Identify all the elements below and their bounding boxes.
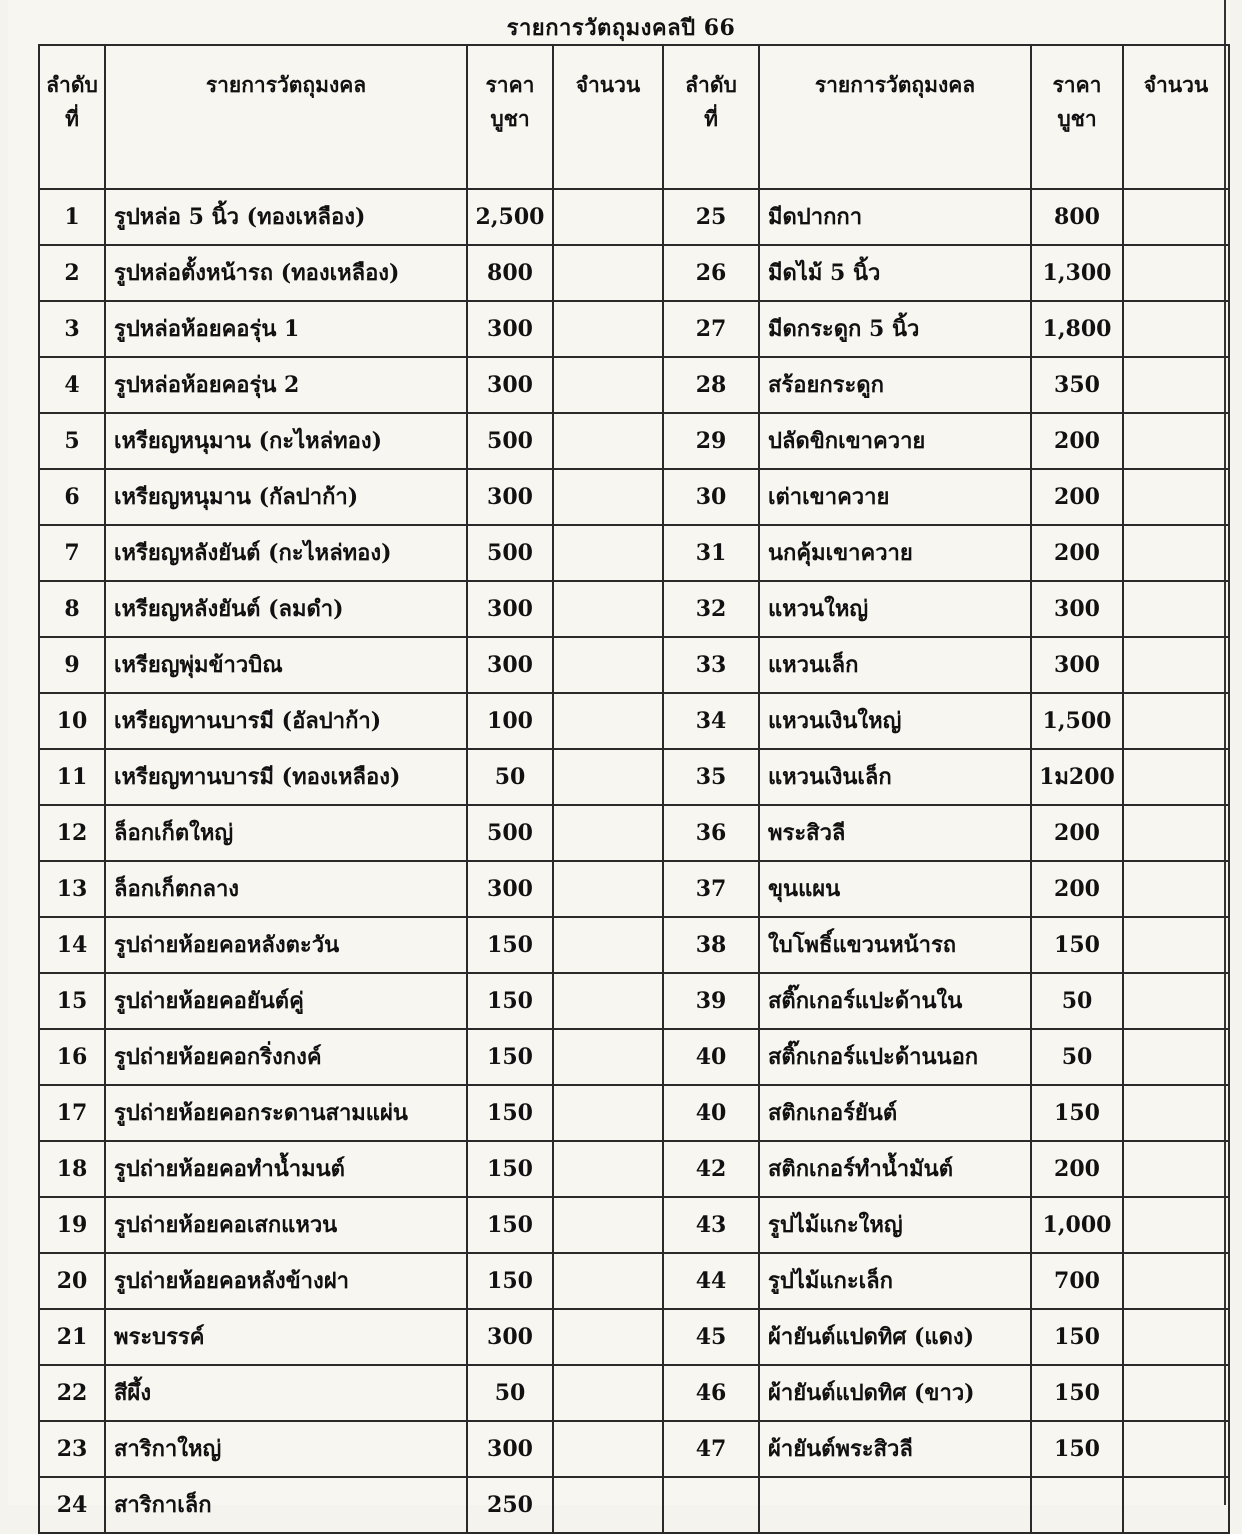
item-number: 16 — [39, 1029, 105, 1085]
item-price: 300 — [467, 301, 553, 357]
item-number: 46 — [663, 1365, 759, 1421]
item-price: 300 — [467, 637, 553, 693]
item-price: 150 — [467, 1029, 553, 1085]
table-row — [39, 1197, 1229, 1253]
item-name: ผ้ายันต์แปดทิศ (แดง) — [759, 1309, 1031, 1365]
item-price: 500 — [467, 413, 553, 469]
item-price: 500 — [467, 525, 553, 581]
item-price: 1,000 — [1031, 1197, 1123, 1253]
item-quantity — [1123, 1365, 1229, 1421]
item-quantity — [1123, 693, 1229, 749]
item-quantity — [553, 1253, 663, 1309]
item-number: 15 — [39, 973, 105, 1029]
item-number: 13 — [39, 861, 105, 917]
item-name: สติกเกอร์ทำน้ำมันต์ — [759, 1141, 1031, 1197]
item-name: เต่าเขาควาย — [759, 469, 1031, 525]
item-quantity — [553, 1029, 663, 1085]
item-price — [1031, 1477, 1123, 1533]
item-name: รูปถ่ายห้อยคอกริ่งกงค์ — [105, 1029, 467, 1085]
item-name: สาริกาเล็ก — [105, 1477, 467, 1533]
table-row — [39, 581, 1229, 637]
item-name: ขุนแผน — [759, 861, 1031, 917]
item-name: รูปหล่อห้อยคอรุ่น 1 — [105, 301, 467, 357]
table-row — [39, 973, 1229, 1029]
item-quantity — [553, 1197, 663, 1253]
item-number: 25 — [663, 189, 759, 245]
item-number: 36 — [663, 805, 759, 861]
item-quantity — [553, 1477, 663, 1533]
table-row — [39, 357, 1229, 413]
item-price: 700 — [1031, 1253, 1123, 1309]
item-number: 47 — [663, 1421, 759, 1477]
item-price: 200 — [1031, 861, 1123, 917]
item-quantity — [1123, 1085, 1229, 1141]
item-quantity — [553, 245, 663, 301]
item-name: รูปถ่ายห้อยคอหลังข้างฝา — [105, 1253, 467, 1309]
table-row — [39, 1085, 1229, 1141]
item-name: เหรียญพุ่มข้าวบิณ — [105, 637, 467, 693]
item-price: 200 — [1031, 1141, 1123, 1197]
item-quantity — [1123, 1477, 1229, 1533]
table-row — [39, 1421, 1229, 1477]
item-quantity — [553, 1309, 663, 1365]
item-number: 29 — [663, 413, 759, 469]
item-name: มีดปากกา — [759, 189, 1031, 245]
item-price: 150 — [467, 973, 553, 1029]
item-number: 32 — [663, 581, 759, 637]
item-name: รูปถ่ายห้อยคอเสกแหวน — [105, 1197, 467, 1253]
table-row — [39, 1477, 1229, 1533]
item-quantity — [1123, 861, 1229, 917]
header-no-left: ลำดับ ที่ — [39, 45, 105, 189]
item-name: แหวนใหญ่ — [759, 581, 1031, 637]
item-name: พระบรรค์ — [105, 1309, 467, 1365]
item-quantity — [553, 1365, 663, 1421]
item-name: เหรียญหลังยันต์ (กะไหล่ทอง) — [105, 525, 467, 581]
item-price: 1,300 — [1031, 245, 1123, 301]
item-number: 27 — [663, 301, 759, 357]
item-price: 1,500 — [1031, 693, 1123, 749]
item-number: 20 — [39, 1253, 105, 1309]
item-name: รูปหล่อ 5 นิ้ว (ทองเหลือง) — [105, 189, 467, 245]
item-name: แหวนเล็ก — [759, 637, 1031, 693]
item-name: ล็อกเก็ตกลาง — [105, 861, 467, 917]
item-number: 8 — [39, 581, 105, 637]
item-number: 40 — [663, 1029, 759, 1085]
item-price: 1ม200 — [1031, 749, 1123, 805]
item-quantity — [1123, 413, 1229, 469]
item-quantity — [553, 357, 663, 413]
item-number: 31 — [663, 525, 759, 581]
item-quantity — [1123, 805, 1229, 861]
item-name: เหรียญทานบารมี (อัลปาก้า) — [105, 693, 467, 749]
item-quantity — [553, 469, 663, 525]
item-price: 200 — [1031, 525, 1123, 581]
item-number: 45 — [663, 1309, 759, 1365]
table-header-row — [39, 45, 1229, 189]
item-quantity — [1123, 1197, 1229, 1253]
item-name: รูปหล่อตั้งหน้ารถ (ทองเหลือง) — [105, 245, 467, 301]
table-row — [39, 189, 1229, 245]
item-number: 12 — [39, 805, 105, 861]
item-quantity — [553, 805, 663, 861]
item-name: เหรียญหลังยันต์ (ลมดำ) — [105, 581, 467, 637]
item-number: 3 — [39, 301, 105, 357]
item-price: 50 — [1031, 973, 1123, 1029]
item-quantity — [553, 189, 663, 245]
item-name: สติ๊กเกอร์แปะด้านใน — [759, 973, 1031, 1029]
header-item-left: รายการวัตถุมงคล — [105, 45, 467, 189]
item-name: มีดกระดูก 5 นิ้ว — [759, 301, 1031, 357]
item-quantity — [553, 749, 663, 805]
item-price: 150 — [1031, 1309, 1123, 1365]
item-quantity — [553, 861, 663, 917]
item-price: 350 — [1031, 357, 1123, 413]
item-number: 34 — [663, 693, 759, 749]
item-quantity — [1123, 749, 1229, 805]
item-price: 150 — [1031, 1085, 1123, 1141]
item-price: 300 — [467, 861, 553, 917]
item-name: เหรียญหนุมาน (กะไหล่ทอง) — [105, 413, 467, 469]
item-number: 38 — [663, 917, 759, 973]
item-price: 300 — [467, 581, 553, 637]
item-price: 150 — [467, 1197, 553, 1253]
item-quantity — [553, 301, 663, 357]
item-price: 150 — [467, 1253, 553, 1309]
table-row — [39, 1365, 1229, 1421]
item-price: 100 — [467, 693, 553, 749]
item-quantity — [1123, 637, 1229, 693]
item-quantity — [1123, 1141, 1229, 1197]
item-price: 300 — [467, 1421, 553, 1477]
item-number — [663, 1477, 759, 1533]
item-price: 150 — [1031, 1365, 1123, 1421]
item-number: 24 — [39, 1477, 105, 1533]
item-quantity — [1123, 357, 1229, 413]
item-number: 39 — [663, 973, 759, 1029]
item-quantity — [1123, 189, 1229, 245]
header-price-right: ราคา บูชา — [1031, 45, 1123, 189]
item-quantity — [553, 1085, 663, 1141]
item-quantity — [1123, 301, 1229, 357]
table-row — [39, 1309, 1229, 1365]
item-name: ล็อกเก็ตใหญ่ — [105, 805, 467, 861]
item-name: รูปหล่อห้อยคอรุ่น 2 — [105, 357, 467, 413]
document-title: รายการวัตถุมงคลปี 66 — [506, 15, 736, 41]
item-quantity — [553, 637, 663, 693]
item-name: สติ๊กเกอร์แปะด้านนอก — [759, 1029, 1031, 1085]
header-item-right: รายการวัตถุมงคล — [759, 45, 1031, 189]
item-price: 500 — [467, 805, 553, 861]
item-price: 800 — [1031, 189, 1123, 245]
item-quantity — [1123, 469, 1229, 525]
item-name: รูปถ่ายห้อยคอทำน้ำมนต์ — [105, 1141, 467, 1197]
item-price: 50 — [1031, 1029, 1123, 1085]
item-price: 150 — [467, 1141, 553, 1197]
item-number: 21 — [39, 1309, 105, 1365]
item-name: รูปถ่ายห้อยคอยันต์คู่ — [105, 973, 467, 1029]
item-number: 19 — [39, 1197, 105, 1253]
item-number: 18 — [39, 1141, 105, 1197]
item-name: ปลัดขิกเขาควาย — [759, 413, 1031, 469]
item-quantity — [553, 693, 663, 749]
item-number: 11 — [39, 749, 105, 805]
item-price: 200 — [1031, 469, 1123, 525]
table-row — [39, 469, 1229, 525]
item-price: 300 — [467, 1309, 553, 1365]
item-price: 1,800 — [1031, 301, 1123, 357]
amulet-price-table — [38, 44, 1230, 1534]
item-number: 43 — [663, 1197, 759, 1253]
item-number: 30 — [663, 469, 759, 525]
item-quantity — [553, 973, 663, 1029]
item-number: 42 — [663, 1141, 759, 1197]
item-name: พระสิวลี — [759, 805, 1031, 861]
item-name: แหวนเงินใหญ่ — [759, 693, 1031, 749]
item-price: 2,500 — [467, 189, 553, 245]
table-row — [39, 861, 1229, 917]
header-qty-left: จำนวน — [553, 45, 663, 189]
table-row — [39, 1141, 1229, 1197]
item-number: 9 — [39, 637, 105, 693]
item-number: 10 — [39, 693, 105, 749]
table-row — [39, 245, 1229, 301]
item-name: มีดไม้ 5 นิ้ว — [759, 245, 1031, 301]
header-qty-right: จำนวน — [1123, 45, 1229, 189]
item-quantity — [1123, 1029, 1229, 1085]
item-name — [759, 1477, 1031, 1533]
item-price: 50 — [467, 1365, 553, 1421]
table-row — [39, 1029, 1229, 1085]
table-row — [39, 301, 1229, 357]
item-number: 40 — [663, 1085, 759, 1141]
header-no-right: ลำดับ ที่ — [663, 45, 759, 189]
item-number: 22 — [39, 1365, 105, 1421]
item-name: สติกเกอร์ยันต์ — [759, 1085, 1031, 1141]
item-number: 23 — [39, 1421, 105, 1477]
item-price: 300 — [467, 357, 553, 413]
item-number: 17 — [39, 1085, 105, 1141]
item-price: 800 — [467, 245, 553, 301]
item-number: 26 — [663, 245, 759, 301]
item-quantity — [553, 581, 663, 637]
item-quantity — [553, 525, 663, 581]
item-quantity — [553, 413, 663, 469]
item-quantity — [1123, 973, 1229, 1029]
item-name: รูปถ่ายห้อยคอหลังตะวัน — [105, 917, 467, 973]
item-price: 150 — [467, 1085, 553, 1141]
item-name: รูปไม้แกะเล็ก — [759, 1253, 1031, 1309]
table-row — [39, 693, 1229, 749]
item-price: 150 — [1031, 917, 1123, 973]
table-row — [39, 525, 1229, 581]
item-number: 33 — [663, 637, 759, 693]
item-name: สีผึ้ง — [105, 1365, 467, 1421]
table-row — [39, 413, 1229, 469]
item-name: ผ้ายันต์พระสิวลี — [759, 1421, 1031, 1477]
item-number: 1 — [39, 189, 105, 245]
item-name: ผ้ายันต์แปดทิศ (ขาว) — [759, 1365, 1031, 1421]
item-name: รูปถ่ายห้อยคอกระดานสามแผ่น — [105, 1085, 467, 1141]
table-row — [39, 637, 1229, 693]
item-price: 150 — [1031, 1421, 1123, 1477]
item-number: 28 — [663, 357, 759, 413]
item-quantity — [553, 1141, 663, 1197]
header-price-left: ราคา บูชา — [467, 45, 553, 189]
item-price: 200 — [1031, 805, 1123, 861]
item-name: เหรียญทานบารมี (ทองเหลือง) — [105, 749, 467, 805]
item-name: นกคุ้มเขาควาย — [759, 525, 1031, 581]
item-quantity — [1123, 1421, 1229, 1477]
item-number: 37 — [663, 861, 759, 917]
item-price: 300 — [1031, 581, 1123, 637]
item-number: 6 — [39, 469, 105, 525]
item-quantity — [1123, 1309, 1229, 1365]
item-name: เหรียญหนุมาน (กัลปาก้า) — [105, 469, 467, 525]
item-price: 150 — [467, 917, 553, 973]
item-price: 50 — [467, 749, 553, 805]
item-number: 4 — [39, 357, 105, 413]
item-price: 200 — [1031, 413, 1123, 469]
item-name: รูปไม้แกะใหญ่ — [759, 1197, 1031, 1253]
item-quantity — [553, 1421, 663, 1477]
table-row — [39, 749, 1229, 805]
table-row — [39, 917, 1229, 973]
item-number: 14 — [39, 917, 105, 973]
item-number: 35 — [663, 749, 759, 805]
item-price: 250 — [467, 1477, 553, 1533]
item-quantity — [1123, 917, 1229, 973]
item-quantity — [1123, 1253, 1229, 1309]
item-quantity — [1123, 581, 1229, 637]
table-row — [39, 1253, 1229, 1309]
item-quantity — [1123, 525, 1229, 581]
item-name: แหวนเงินเล็ก — [759, 749, 1031, 805]
item-number: 7 — [39, 525, 105, 581]
item-quantity — [553, 917, 663, 973]
table-row — [39, 805, 1229, 861]
item-number: 44 — [663, 1253, 759, 1309]
item-price: 300 — [1031, 637, 1123, 693]
item-number: 5 — [39, 413, 105, 469]
item-name: สาริกาใหญ่ — [105, 1421, 467, 1477]
item-name: สร้อยกระดูก — [759, 357, 1031, 413]
item-number: 2 — [39, 245, 105, 301]
item-quantity — [1123, 245, 1229, 301]
item-price: 300 — [467, 469, 553, 525]
item-name: ใบโพธิ์แขวนหน้ารถ — [759, 917, 1031, 973]
